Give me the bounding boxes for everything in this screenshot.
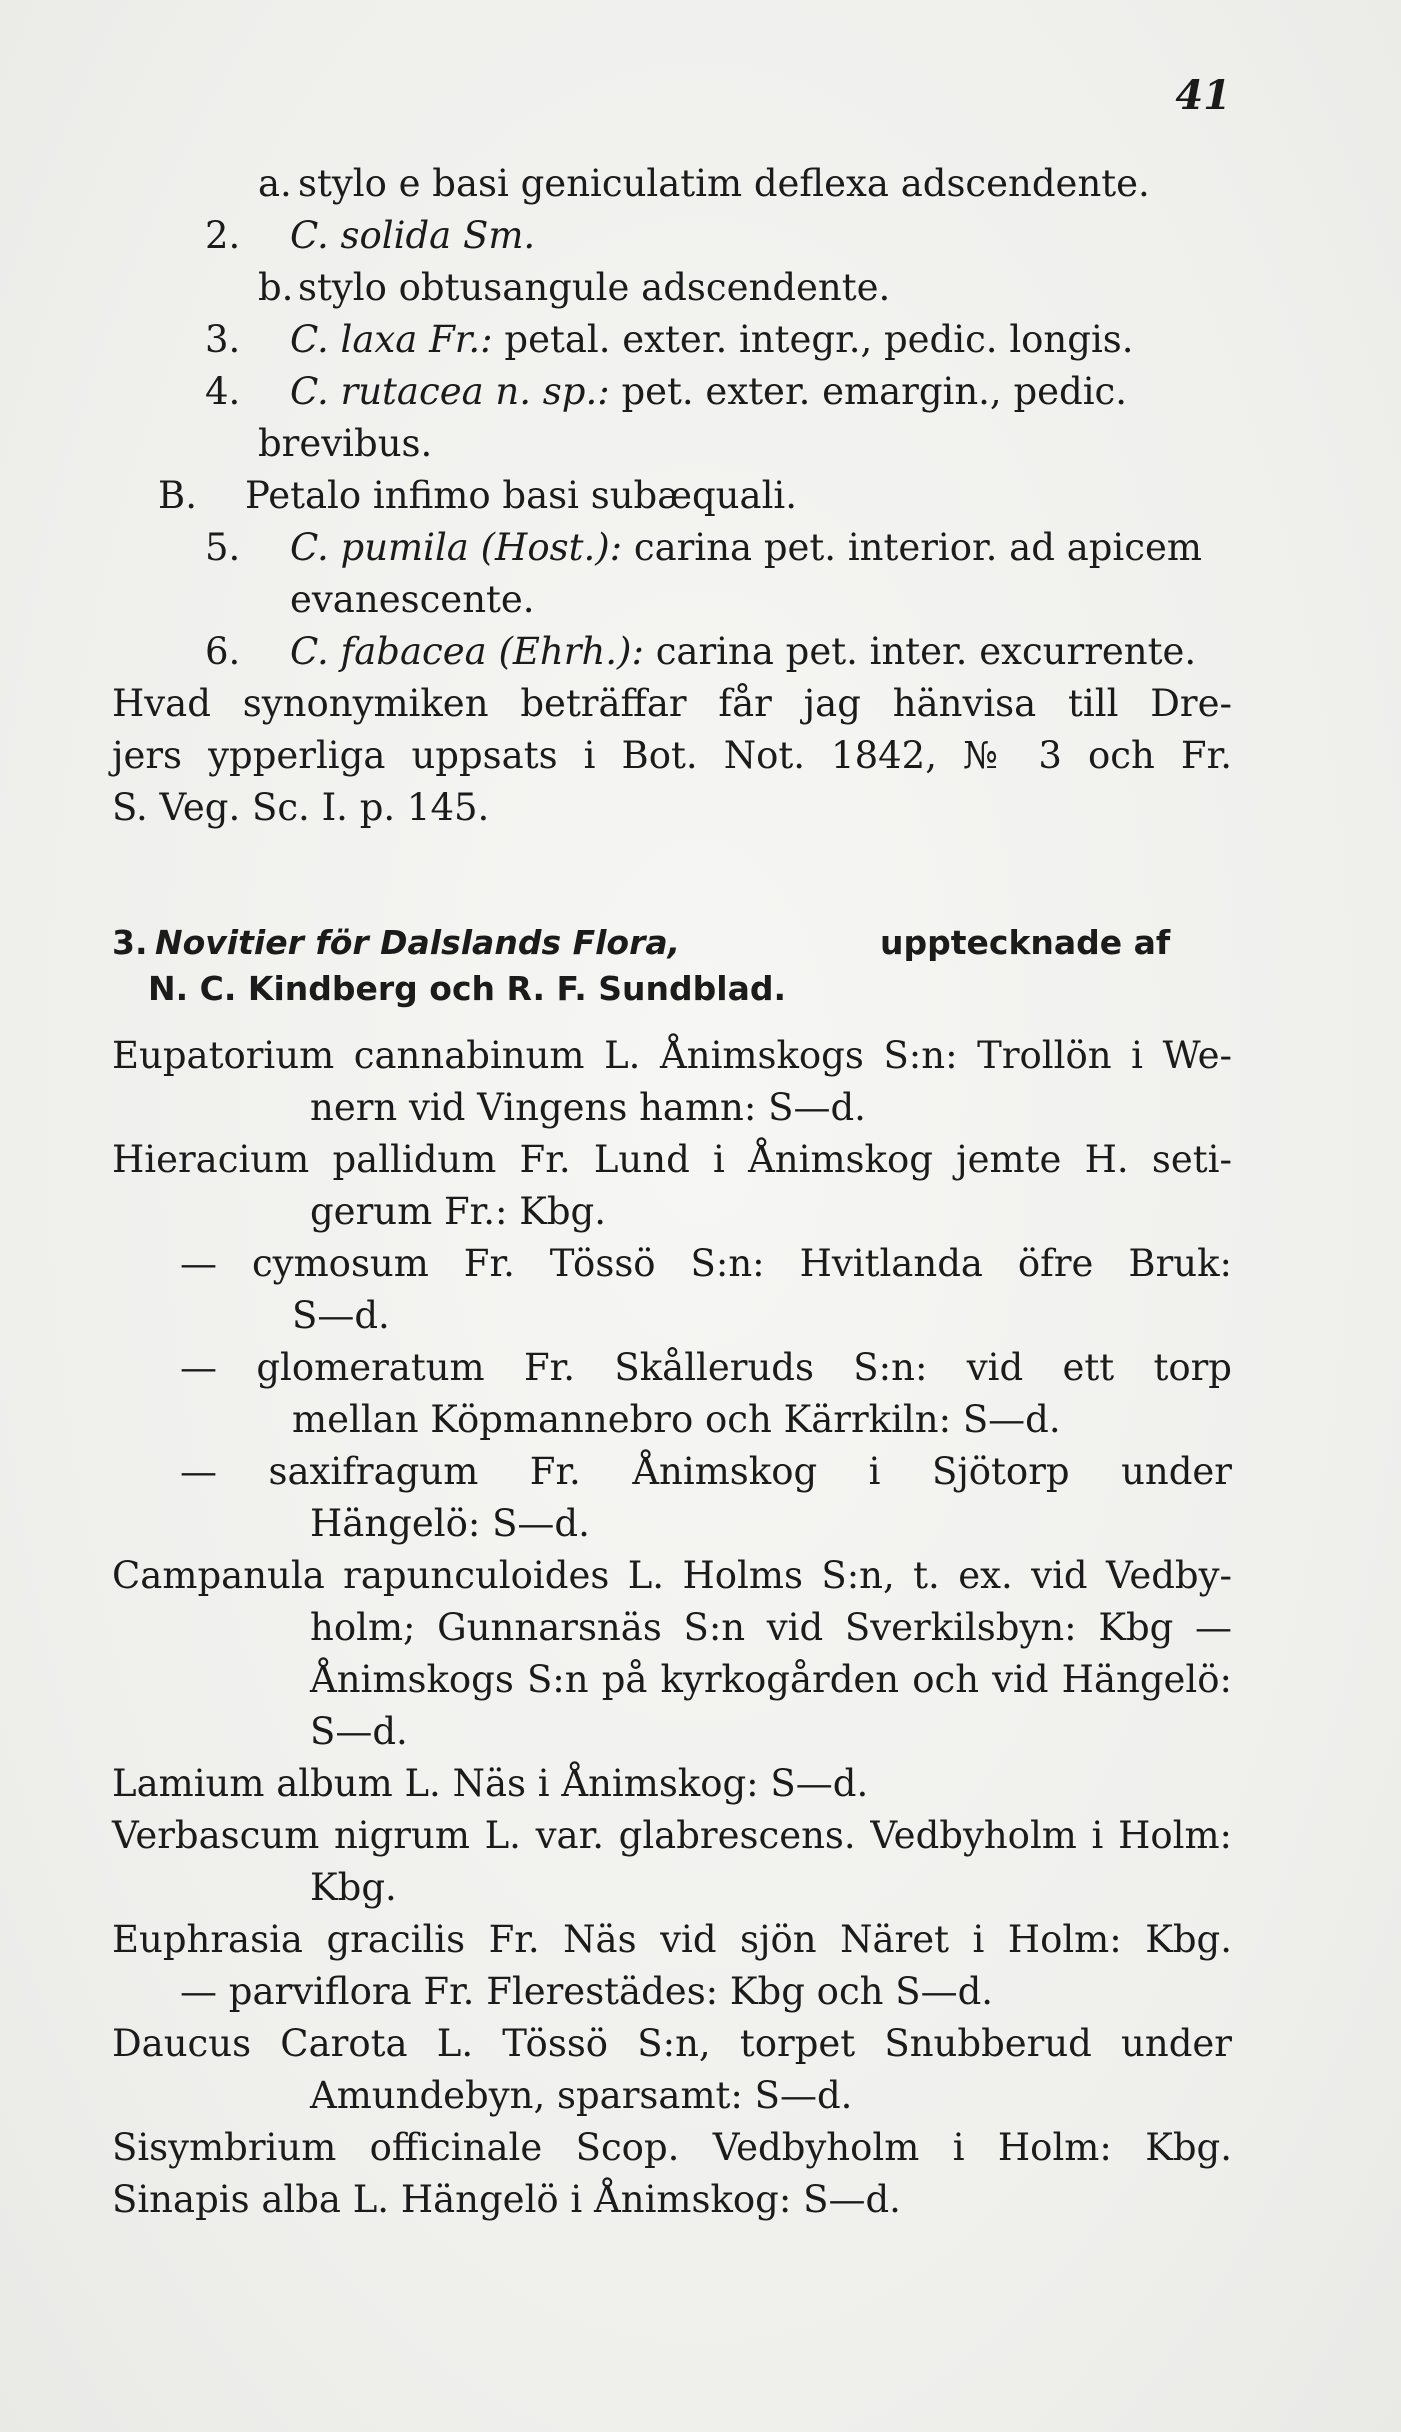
list-item: Campanula rapunculoides L. Holms S:n, t. ex. vid Vedby- <box>112 1554 1232 1597</box>
key-line: 5. C. pumila (Host.): carina pet. interior. ad apicem <box>205 526 1202 569</box>
list-item: Lamium album L. Näs i Ånimskog: S—d. <box>112 1762 869 1805</box>
page-number: 41 <box>1175 72 1231 119</box>
list-item: Sisymbrium officinale Scop. Vedbyholm i Holm: Kbg. <box>112 2126 1232 2169</box>
synonymy-paragraph: Hvad synonymiken beträffar får jag hänvisa till Dre- jers ypperliga uppsats i Bot. Not. 1842, № 3 och Fr. S. Veg. Sc. I. p. 145. <box>112 682 1232 829</box>
list-item: Daucus Carota L. Tössö S:n, torpet Snubberud under <box>112 2022 1232 2065</box>
key-line: evanescente. <box>290 578 535 621</box>
key-line: brevibus. <box>258 422 433 465</box>
key-line: 4. C. rutacea n. sp.: pet. exter. emargin., pedic. <box>205 370 1128 413</box>
list-item: Euphrasia gracilis Fr. Näs vid sjön Näret i Holm: Kbg. <box>112 1918 1232 1961</box>
section-heading: 3. Novitier för Dalslands Flora, upptecknade af N. C. Kindberg och R. F. Sundblad. <box>112 923 1171 1008</box>
list-item: — glomeratum Fr. Skålleruds S:n: vid ett torp <box>180 1346 1232 1389</box>
key-line: b. stylo obtusangule adscendente. <box>258 266 891 309</box>
key-line: B. Petalo infimo basi subæquali. <box>158 474 798 517</box>
list-item: Verbascum nigrum L. var. glabrescens. Vedbyholm i Holm: <box>112 1814 1232 1857</box>
list-item: Eupatorium cannabinum L. Ånimskogs S:n: Trollön i We- <box>112 1034 1232 1077</box>
key-line: 3. C. laxa Fr.: petal. exter. integr., pedic. longis. <box>205 318 1134 361</box>
list-item: Hieracium pallidum Fr. Lund i Ånimskog jemte H. seti- <box>112 1138 1232 1181</box>
key-section <box>0 158 1401 678</box>
species-list: Eupatorium cannabinum L. Ånimskogs S:n: Trollön i We- nern vid Vingens hamn: S—d. Hieracium pallidum Fr. Lund i Ånimskog jemte H. seti- gerum Fr.: Kbg. — cymosum Fr. Tössö S:n: Hvitlanda öfre Bruk: S—d. — glomeratum Fr. Skålleruds S:n: vid ett torp mellan Köpmannebro och Kärrkiln: S—d. — saxifragum Fr. Ånimskog i Sjötorp under Hängelö: S—d. Campanula rapunculoides L. Holms S:n, t. ex. vid Vedby- holm; Gunnarsnäs S:n vid Sverkilsbyn: Kbg — Ånimskogs S:n på kyrkogården och vid Hängelö: S—d. Lamium album L. Näs i Ånimskog: S—d. Verbascum nigrum L. var. glabrescens. Vedbyholm i Holm: Kbg. Euphrasia gracilis Fr. Näs vid sjön Näret i Holm: Kbg. — parviflora Fr. Flerestädes: Kbg och S—d. Daucus Carota L. Tössö S:n, torpet Snubberud under Amundebyn, sparsamt: S—d. Sisymbrium officinale Scop. Vedbyholm i Holm: Kbg. Sinapis alba L. Hängelö i Ånimskog: S—d. <box>0 1030 1401 2226</box>
list-item: — saxifragum Fr. Ånimskog i Sjötorp under <box>180 1450 1232 1493</box>
key-line: 6. C. fabacea (Ehrh.): carina pet. inter. excurrente. <box>205 630 1197 673</box>
key-line: 2. C. solida Sm. <box>205 214 536 257</box>
list-item: — cymosum Fr. Tössö S:n: Hvitlanda öfre Bruk: <box>180 1242 1232 1285</box>
list-item: Sinapis alba L. Hängelö i Ånimskog: S—d. <box>112 2178 901 2221</box>
key-line: a. stylo e basi geniculatim deflexa adscendente. <box>258 162 1150 205</box>
list-item: — parviflora Fr. Flerestädes: Kbg och S—d. <box>180 1970 994 2013</box>
